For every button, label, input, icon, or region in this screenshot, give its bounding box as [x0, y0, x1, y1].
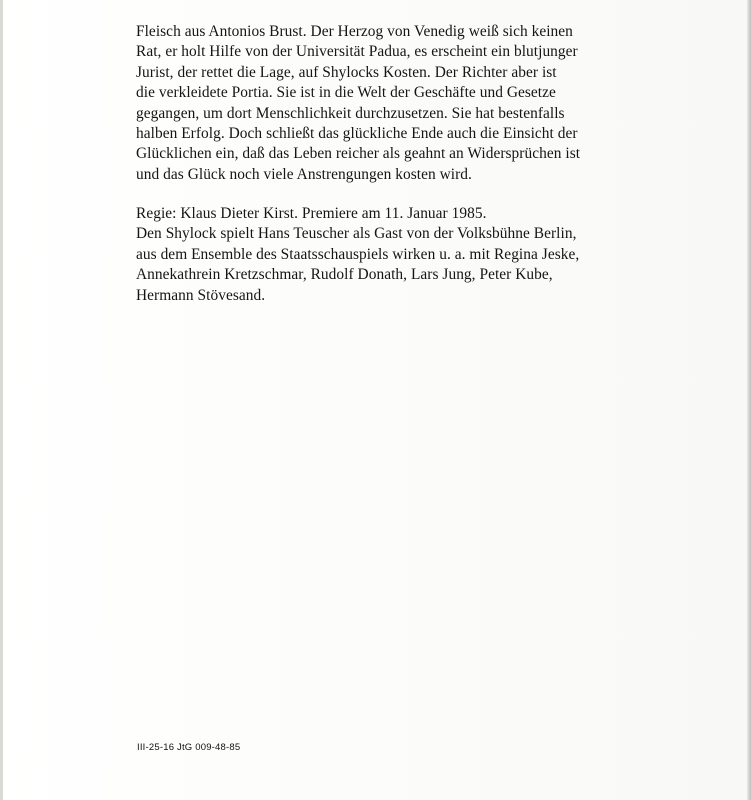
- text-line: Fleisch aus Antonios Brust. Der Herzog von Venedig weiß sich keinen: [136, 23, 573, 40]
- text-line: Regie: Klaus Dieter Kirst. Premiere am 11. Januar 1985.: [136, 205, 487, 222]
- text-line: und das Glück noch viele Anstrengungen kosten wird.: [136, 165, 472, 183]
- text-line: Glücklichen ein, daß das Leben reicher als geahnt an Widersprüchen ist: [136, 145, 581, 163]
- text-line: Hermann Stövesand.: [136, 286, 266, 304]
- production-credits-paragraph: [136, 204, 579, 306]
- print-reference-code: III-25-16 JtG 009-48-85: [137, 742, 241, 753]
- text-line: halben Erfolg. Doch schließt das glückliche Ende auch die Einsicht der: [136, 124, 578, 142]
- text-line: gegangen, um dort Menschlichkeit durchzusetzen. Sie hat bestenfalls: [136, 104, 565, 122]
- page-right-edge: [747, 0, 751, 800]
- text-line: Jurist, der rettet die Lage, auf Shylocks Kosten. Der Richter aber ist: [136, 63, 557, 81]
- page-left-edge: [0, 0, 3, 800]
- plot-summary-paragraph: [136, 22, 580, 185]
- text-line: Rat, er holt Hilfe von der Universität Padua, es erscheint ein blutjunger: [136, 43, 578, 61]
- text-line: aus dem Ensemble des Staatsschauspiels wirken u. a. mit Regina Jeske,: [136, 245, 580, 263]
- text-line: die verkleidete Portia. Sie ist in die Welt der Geschäfte und Gesetze: [136, 84, 556, 102]
- text-line: Annekathrein Kretzschmar, Rudolf Donath, Lars Jung, Peter Kube,: [136, 266, 553, 284]
- text-line: Den Shylock spielt Hans Teuscher als Gast von der Volksbühne Berlin,: [136, 225, 577, 243]
